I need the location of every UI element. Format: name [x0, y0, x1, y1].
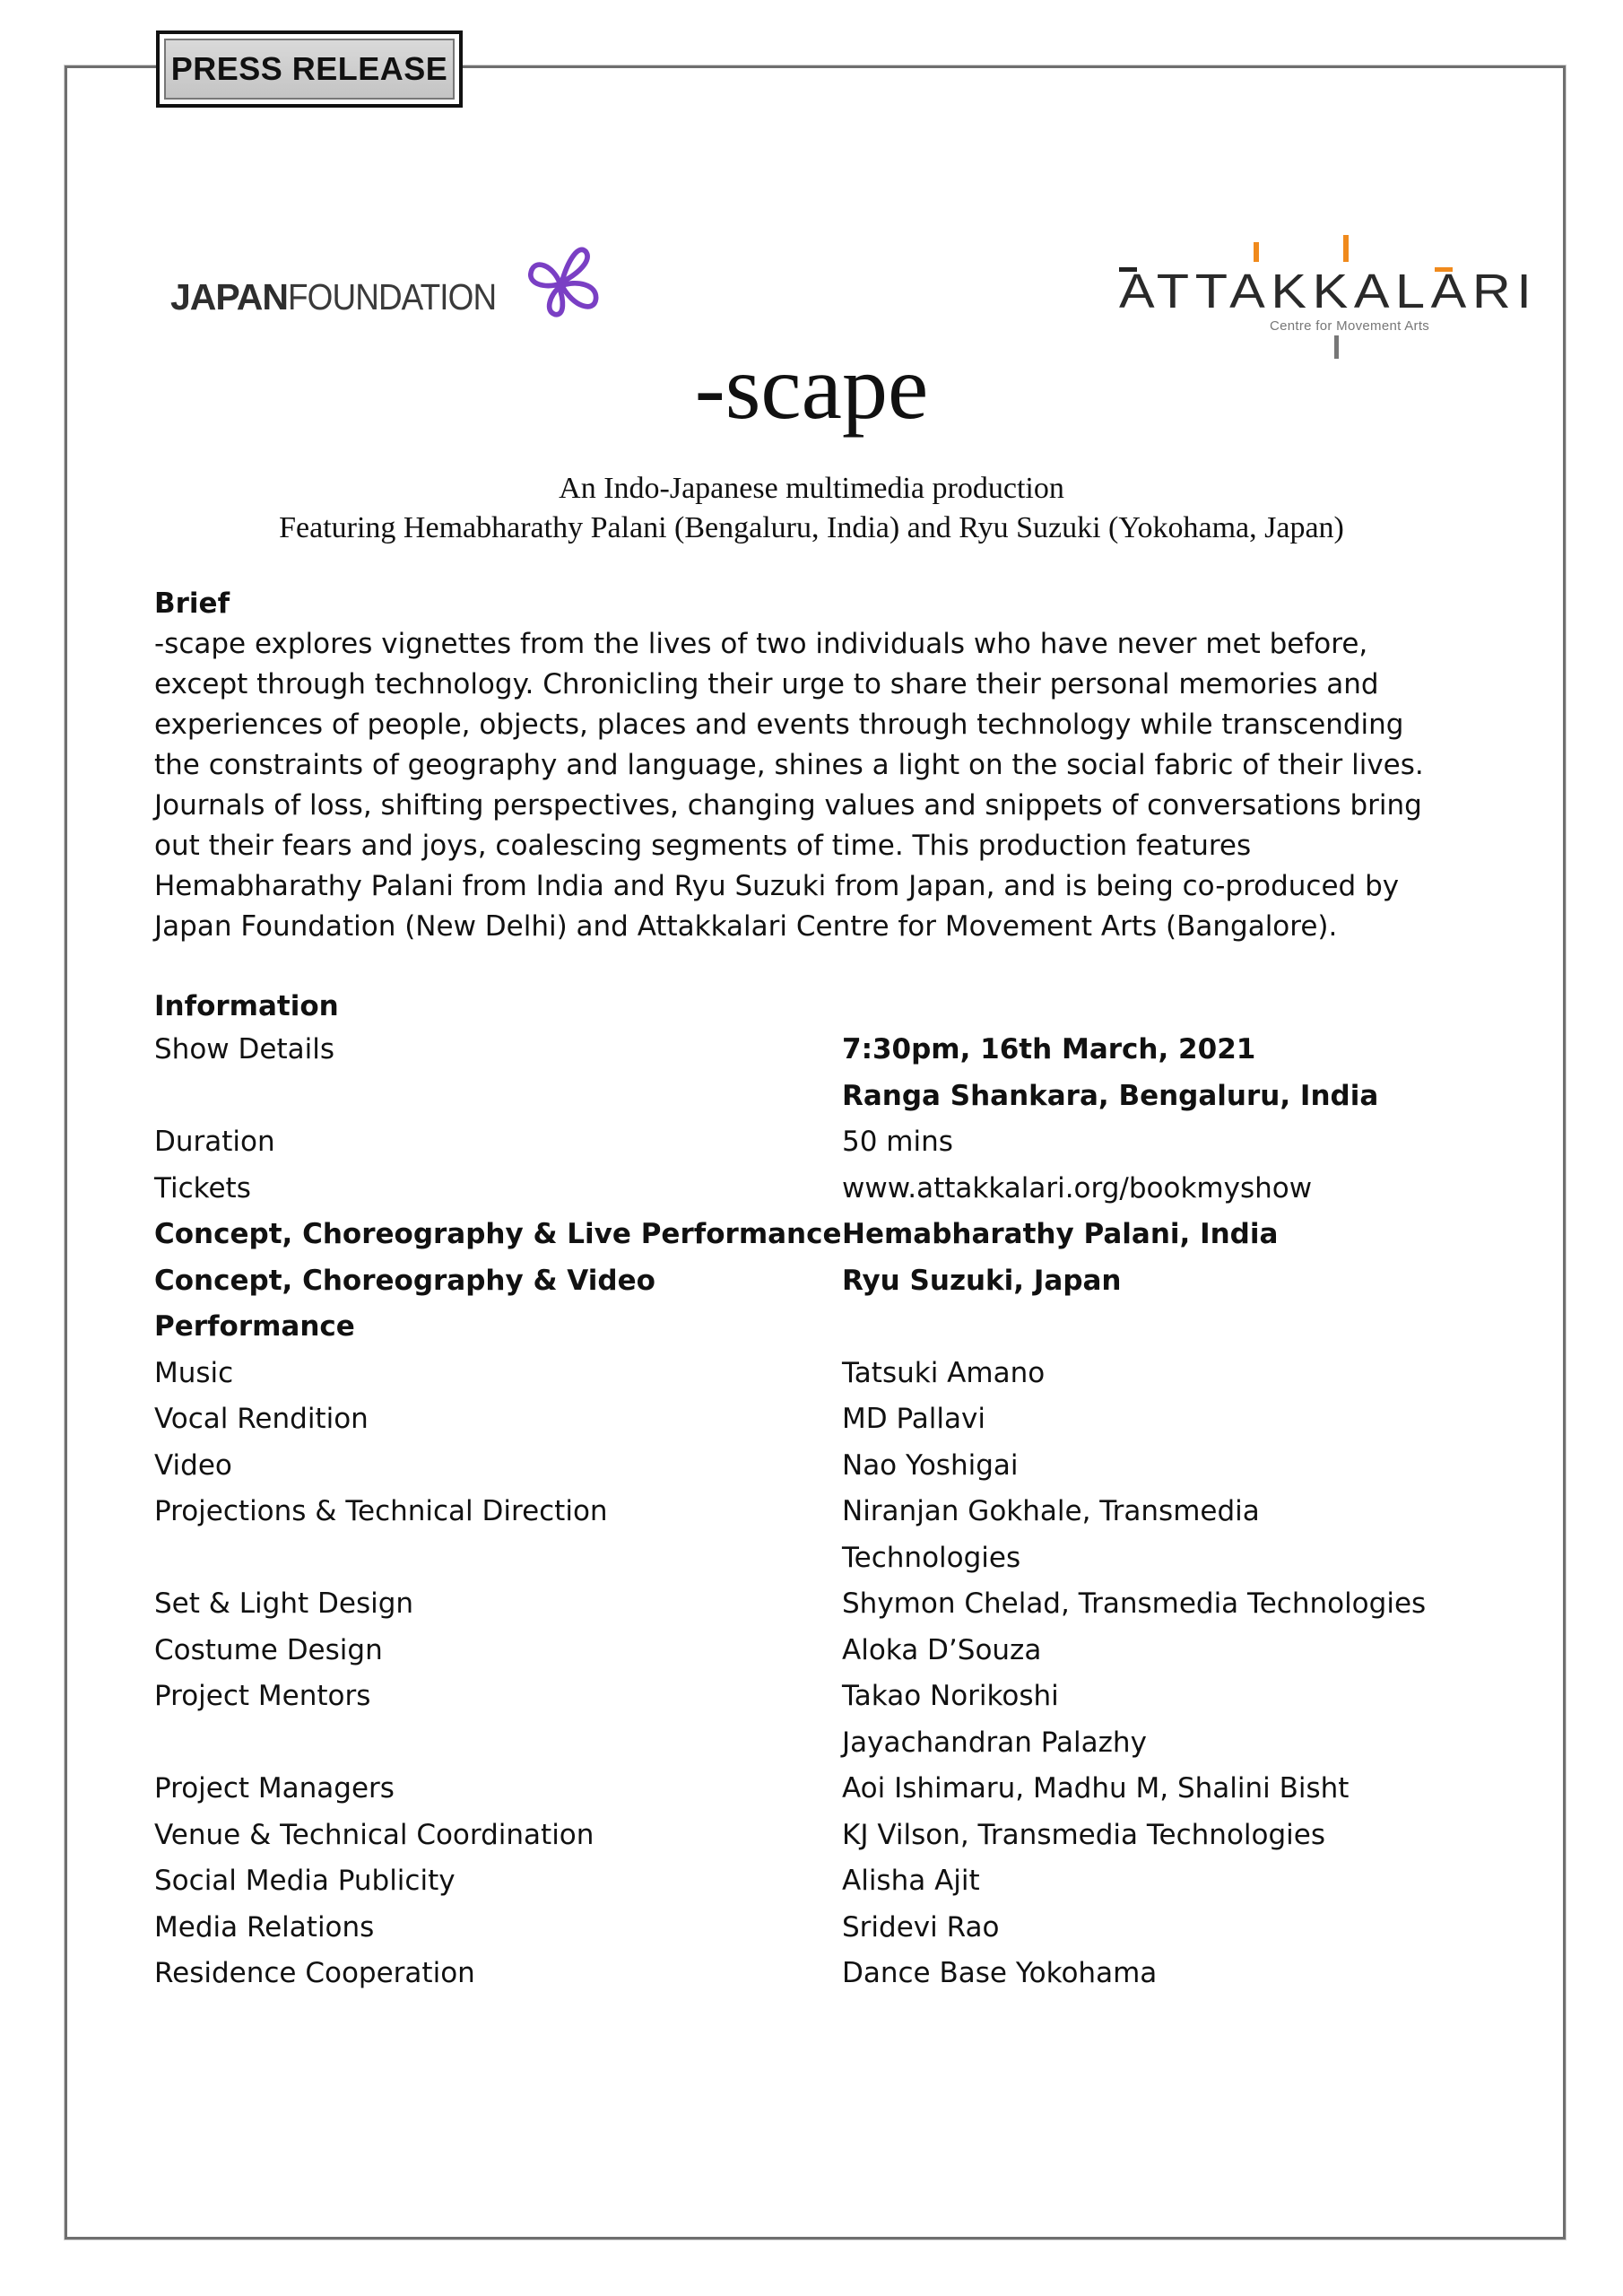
info-row-media-relations: [154, 1905, 1445, 1952]
info-label: [154, 1720, 842, 1767]
info-row-live-performance: [154, 1212, 1445, 1258]
info-label: Duration: [154, 1126, 275, 1158]
subtitle-line-2: Featuring Hemabharathy Palani (Bengaluru, India) and Ryu Suzuki (Yokohama, Japan): [279, 511, 1344, 544]
info-row-venue-coordination: [154, 1813, 1445, 1859]
brief-heading: Brief: [154, 587, 230, 620]
info-value: Ryu Suzuki, Japan: [842, 1264, 1122, 1297]
info-value: Shymon Chelad, Transmedia Technologies: [842, 1587, 1427, 1620]
info-label: Music: [154, 1356, 234, 1389]
info-row-duration: [154, 1119, 1445, 1166]
info-value: Hemabharathy Palani, India: [842, 1218, 1279, 1250]
japan-foundation-wordmark: [170, 276, 519, 325]
info-value: Sridevi Rao: [842, 1910, 1000, 1944]
info-row-venue: [154, 1074, 1445, 1120]
subtitle-line-1: An Indo-Japanese multimedia production: [559, 472, 1064, 505]
info-row-set-light: [154, 1581, 1445, 1628]
info-label: Project Mentors: [154, 1680, 371, 1712]
info-row-mentors: [154, 1674, 1445, 1720]
info-label: Video: [154, 1448, 232, 1482]
info-label: Venue & Technical Coordination: [154, 1818, 595, 1851]
info-row-video-performance: [154, 1258, 1445, 1351]
info-value: 50 mins: [842, 1126, 953, 1158]
info-value: KJ Vilson, Transmedia Technologies: [842, 1818, 1326, 1851]
japan-foundation-wordmark-regular: FOUNDATION: [287, 276, 497, 317]
info-label: Tickets: [154, 1171, 251, 1205]
info-value: Dance Base Yokohama: [842, 1957, 1158, 1989]
info-value: Niranjan Gokhale, Transmedia Technologies: [842, 1495, 1260, 1574]
info-row-vocal: [154, 1396, 1445, 1443]
info-label: Project Managers: [154, 1772, 395, 1805]
brief-paragraph: -scape explores vignettes from the lives of two individuals who have never met before, except through technology. Chronicling their urge to share their personal memories and experiences of people, objects, places and events through technology while transcending the constraints of geography and language, shines a light on the social fabric of their lives. Journals of loss, shifting perspectives, changing values and snippets of conversations bring out their fears and joys, coalescing segments of time. This production features Hemabharathy Palani from India and Ryu Suzuki from Japan, and is being co-produced by Japan Foundation (New Delhi) and Attakkalari Centre for Movement Arts (Bangalore).: [154, 628, 1424, 943]
info-label: Concept, Choreography & Video Performance: [154, 1264, 655, 1343]
info-row-residence: [154, 1951, 1445, 1997]
information-table: [154, 1027, 1445, 1997]
info-label: Media Relations: [154, 1910, 375, 1944]
info-label: [154, 1074, 842, 1120]
info-row-social-media: [154, 1858, 1445, 1905]
info-label: Costume Design: [154, 1633, 383, 1666]
attakkalari-logo: [1119, 235, 1538, 361]
info-value: 7:30pm, 16th March, 2021: [842, 1033, 1256, 1065]
info-value: Alisha Ajit: [842, 1865, 980, 1897]
japan-foundation-logo: [170, 235, 604, 325]
japan-foundation-wordmark-bold: JAPAN: [170, 276, 288, 317]
info-value: Takao Norikoshi: [842, 1680, 1059, 1712]
info-row-tickets: [154, 1166, 1445, 1213]
tickets-link[interactable]: www.attakkalari.org/bookmyshow: [842, 1171, 1313, 1205]
info-value: Nao Yoshigai: [842, 1448, 1019, 1482]
info-label: Vocal Rendition: [154, 1403, 369, 1435]
info-row-costume: [154, 1628, 1445, 1674]
info-value: Aoi Ishimaru, Madhu M, Shalini Bisht: [842, 1772, 1350, 1805]
info-label: Projections & Technical Direction: [154, 1495, 608, 1527]
info-row-mentors-2: [154, 1720, 1445, 1767]
info-row-music: [154, 1351, 1445, 1397]
page-title: -scape: [694, 337, 929, 439]
info-label: Social Media Publicity: [154, 1865, 456, 1897]
content: [154, 583, 1445, 1997]
info-value: MD Pallavi: [842, 1403, 985, 1435]
attakkalari-tagline: Centre for Movement Arts: [1270, 318, 1430, 334]
info-row-show-details: [154, 1027, 1445, 1074]
info-value: Aloka D’Souza: [842, 1633, 1042, 1666]
info-value: Jayachandran Palazhy: [842, 1726, 1147, 1759]
info-label: Show Details: [154, 1033, 334, 1065]
press-release-label: PRESS RELEASE: [164, 39, 455, 100]
butterfly-icon: [519, 239, 604, 325]
info-row-video: [154, 1443, 1445, 1490]
info-value: Ranga Shankara, Bengaluru, India: [842, 1079, 1379, 1112]
info-row-projections: [154, 1489, 1445, 1581]
info-label: Residence Cooperation: [154, 1957, 475, 1989]
info-label: Concept, Choreography & Live Performance: [154, 1218, 842, 1250]
info-label: Set & Light Design: [154, 1587, 414, 1620]
press-release-tag: [156, 30, 463, 108]
information-heading: Information: [154, 990, 339, 1022]
subtitle: [0, 469, 1623, 548]
info-row-managers: [154, 1766, 1445, 1813]
attakkalari-wordmark: ATTAKKALARI: [1119, 265, 1538, 318]
info-value: Tatsuki Amano: [842, 1356, 1046, 1389]
